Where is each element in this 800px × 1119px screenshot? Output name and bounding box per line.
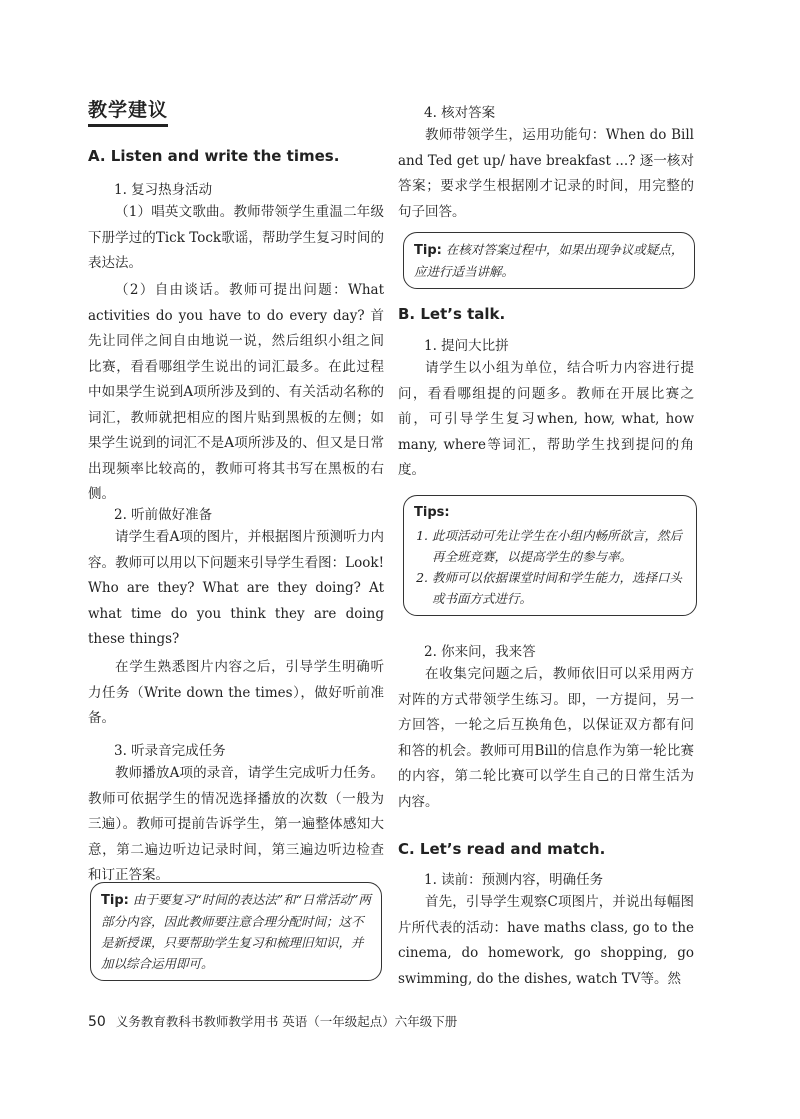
page-title: 教学建议 bbox=[88, 99, 169, 121]
a3-paragraph-1: 教师播放A项的录音，请学生完成听力任务。教师可依据学生的情况选择播放的次数（一般为三遍）。教师可提前告诉学生，第一遍整体感知大意，第二遍边听边记录时间，第三遍边听边检查和订正答案。 bbox=[88, 765, 384, 883]
book-title: 义务教育教科书教师教学用书 英语（一年级起点）六年级下册 bbox=[115, 1014, 458, 1029]
tip-box-1 bbox=[90, 882, 382, 981]
tip-text: 由于要复习“时间的表达法”和“日常活动”两部分内容，因此教师要注意合理分配时间；这不是新授课，只要帮助学生复习和梳理旧知识，并加以综合运用即可。 bbox=[101, 892, 371, 971]
c1-paragraph-1: 首先，引导学生观察C项图片，并说出每幅图片所代表的活动：have maths class, go to the cinema, do homework, go shopping, go swimming, do the dishes, watch TV等。然 bbox=[398, 894, 694, 987]
a2-paragraph-2: 在学生熟悉图片内容之后，引导学生明确听力任务（Write down the times），做好听前准备。 bbox=[88, 659, 384, 726]
section-c-title: C. Let’s read and match. bbox=[398, 840, 606, 858]
a1-paragraph-1: （1）唱英文歌曲。教师带领学生重温二年级下册学过的Tick Tock歌谣，帮助学生复习时间的表达法。 bbox=[88, 204, 384, 271]
a1-title: 1. 复习热身活动 bbox=[114, 182, 213, 198]
a2-title: 2. 听前做好准备 bbox=[114, 507, 213, 523]
tips-item: 2. 教师可以依据课堂时间和学生能力，选择口头或书面方式进行。 bbox=[432, 567, 686, 609]
footer bbox=[88, 1012, 457, 1030]
page-number: 50 bbox=[88, 1014, 106, 1030]
section-a-title: A. Listen and write the times. bbox=[88, 147, 340, 165]
tips-box bbox=[403, 495, 697, 616]
a3-title: 3. 听录音完成任务 bbox=[114, 743, 226, 759]
tips-label: Tips: bbox=[414, 505, 450, 520]
b2-paragraph-1: 在收集完问题之后，教师依旧可以采用两方对阵的方式带领学生练习。即，一方提问，另一方回答，一轮之后互换角色，以保证双方都有问和答的机会。教师可用Bill的信息作为第一轮比赛的内容，第二轮比赛可以学生自己的日常生活为内容。 bbox=[398, 666, 694, 810]
section-b-title: B. Let’s talk. bbox=[398, 305, 506, 323]
a2-paragraph-1: 请学生看A项的图片，并根据图片预测听力内容。教师可以用以下问题来引导学生看图：Look! Who are they? What are they doing? At what time do you think they are doing these things? bbox=[88, 529, 384, 647]
b1-title: 1. 提问大比拼 bbox=[424, 338, 509, 354]
tips-item: 1. 此项活动可先让学生在小组内畅所欲言，然后再全班竞赛，以提高学生的参与率。 bbox=[432, 525, 686, 567]
tip-label: Tip: bbox=[101, 893, 129, 908]
tips-list bbox=[414, 525, 686, 609]
tip-box-2 bbox=[403, 232, 695, 289]
c1-title: 1. 读前：预测内容，明确任务 bbox=[424, 872, 604, 888]
tip-label: Tip: bbox=[414, 243, 442, 258]
b2-title: 2. 你来问，我来答 bbox=[424, 644, 536, 660]
a1-paragraph-2: （2）自由谈话。教师可提出问题：What activities do you have to do every day? 首先让同伴之间自由地说一说，然后组织小组之间比赛，看看哪组学生说出的词汇最多。在此过程中如果学生说到A项所涉及到的、有关活动名称的词汇，教师就把相应的图片贴到黑板的左侧；如果学生说到的词汇不是A项所涉及的、但又是日常出现频率比较高的，教师可将其书写在黑板的右侧。 bbox=[88, 282, 384, 502]
title-underline bbox=[88, 124, 168, 127]
a4-title: 4. 核对答案 bbox=[424, 105, 496, 121]
tip-text: 在核对答案过程中，如果出现争议或疑点，应进行适当讲解。 bbox=[414, 242, 684, 279]
a4-paragraph-1: 教师带领学生，运用功能句：When do Bill and Ted get up/ have breakfast ...? 逐一核对答案；要求学生根据刚才记录的时间，用完整的句子回答。 bbox=[398, 127, 694, 220]
b1-paragraph-1: 请学生以小组为单位，结合听力内容进行提问，看看哪组提的问题多。教师在开展比赛之前，可引导学生复习when, how, what, how many, where等词汇，帮助学生找到提问的角度。 bbox=[398, 360, 694, 478]
